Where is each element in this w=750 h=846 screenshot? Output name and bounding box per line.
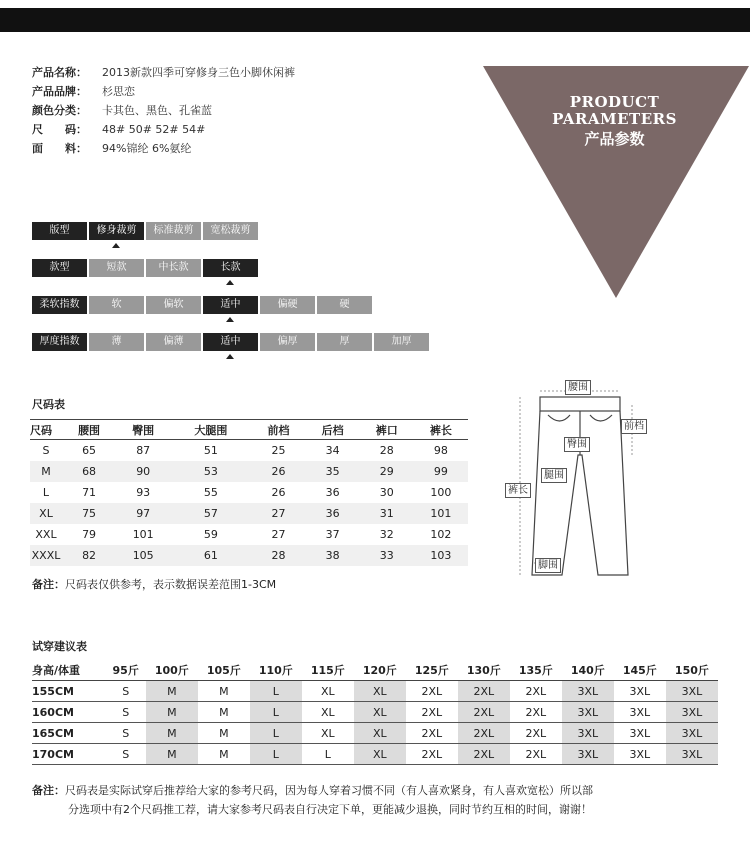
table-cell: 170CM — [32, 744, 106, 765]
table-cell: 3XL — [562, 723, 614, 744]
table-cell: XL — [354, 723, 406, 744]
header-cell: 135斤 — [510, 660, 562, 681]
table-cell: 34 — [325, 444, 340, 457]
info-row-size — [32, 120, 295, 139]
table-cell: 2XL — [458, 702, 510, 723]
table-cell: 79 — [82, 528, 97, 541]
note-label: 备注： — [32, 578, 65, 591]
table-cell: L — [42, 486, 50, 499]
table-cell: M — [146, 744, 198, 765]
fit-note-line2: 分选项中有2个尺码推工荐，请大家参考尺码表自行决定下单，更能减少退换，同时节约互相的时间，谢谢！ — [68, 803, 592, 816]
size-note — [32, 576, 276, 592]
info-row-name — [32, 63, 295, 82]
table-cell: XL — [302, 681, 354, 702]
table-cell: XL — [354, 702, 406, 723]
table-cell: 68 — [62, 461, 116, 482]
fit-table-header — [32, 660, 718, 681]
table-cell: 3XL — [614, 681, 666, 702]
attribute-option: 软 — [89, 296, 144, 314]
table-cell: XXL — [35, 528, 57, 541]
attribute-option: 偏软 — [146, 296, 201, 314]
table-cell: 35 — [306, 461, 360, 482]
table-cell: 31 — [360, 503, 414, 524]
table-cell: 51 — [203, 444, 218, 457]
header-cell: 125斤 — [406, 660, 458, 681]
fit-note-line1 — [32, 781, 593, 800]
table-cell: 3XL — [562, 744, 614, 765]
table-cell: XL — [30, 503, 62, 524]
selected-marker-icon — [112, 243, 120, 248]
header-cell: 120斤 — [354, 660, 406, 681]
table-cell: 3XL — [562, 681, 614, 702]
note-text: 尺码表仅供参考，表示数据误差范围1-3CM — [65, 578, 277, 591]
size-table — [30, 419, 468, 566]
table-cell: 99 — [414, 461, 468, 482]
table-cell: 2XL — [458, 744, 510, 765]
header-cell: 100斤 — [146, 660, 198, 681]
table-cell: 29 — [360, 461, 414, 482]
table-cell: 57 — [170, 503, 251, 524]
table-cell: 2XL — [510, 723, 562, 744]
table-cell: 3XL — [614, 744, 666, 765]
attribute-option: 长款 — [203, 259, 258, 277]
table-cell: 28 — [379, 444, 394, 457]
top-bar — [0, 8, 750, 32]
table-cell: 53 — [170, 461, 251, 482]
info-key: 颜色分类： — [32, 104, 87, 117]
table-cell: S — [106, 744, 146, 765]
attribute-label: 厚度指数 — [32, 333, 87, 351]
attribute-option: 偏薄 — [146, 333, 201, 351]
table-cell: 28 — [251, 545, 305, 566]
info-value: 94%锦纶 6%氨纶 — [102, 142, 192, 155]
attribute-option: 硬 — [317, 296, 372, 314]
table-cell: 27 — [271, 528, 286, 541]
attribute-option: 偏厚 — [260, 333, 315, 351]
table-cell: 30 — [379, 486, 394, 499]
table-cell: M — [198, 723, 250, 744]
table-cell: M — [198, 681, 250, 702]
table-cell: 3XL — [666, 681, 718, 702]
table-cell: 2XL — [406, 744, 458, 765]
info-key: 产品名称： — [32, 66, 87, 79]
table-cell: L — [250, 681, 302, 702]
header-cell: 110斤 — [250, 660, 302, 681]
table-row — [30, 545, 468, 566]
attribute-row — [32, 259, 258, 277]
table-cell: 100 — [430, 486, 452, 499]
label-hip: 臀围 — [564, 437, 590, 452]
note-text: 尺码表是实际试穿后推荐给大家的参考尺码，因为每人穿着习惯不同（有人喜欢紧身，有人喜欢宽松）所以部 — [65, 784, 593, 797]
table-cell: 87 — [136, 444, 151, 457]
info-row-fabric — [32, 139, 295, 158]
header-cell: 145斤 — [614, 660, 666, 681]
table-cell: 33 — [360, 545, 414, 566]
table-cell: S — [106, 702, 146, 723]
attribute-row — [32, 222, 258, 240]
attribute-option: 宽松裁剪 — [203, 222, 258, 240]
info-key: 面 料： — [32, 142, 87, 155]
info-row-brand — [32, 82, 295, 101]
table-cell: 101 — [132, 528, 154, 541]
size-table-header — [30, 420, 468, 440]
label-waist: 腰围 — [565, 380, 591, 395]
table-cell: 2XL — [510, 744, 562, 765]
header-cell: 大腿围 — [170, 420, 251, 440]
info-value: 杉思恋 — [102, 85, 135, 98]
fit-note — [32, 781, 593, 819]
attribute-option: 适中 — [203, 333, 258, 351]
header-cell: 105斤 — [198, 660, 250, 681]
attribute-row — [32, 333, 429, 351]
table-cell: 2XL — [406, 681, 458, 702]
table-row — [30, 440, 468, 462]
table-cell: 97 — [116, 503, 170, 524]
attribute-label: 款型 — [32, 259, 87, 277]
header-cell: 前档 — [251, 420, 305, 440]
table-cell: M — [30, 461, 62, 482]
info-row-color — [32, 101, 295, 120]
table-cell: 155CM — [32, 681, 106, 702]
table-row — [30, 482, 468, 503]
table-cell: 55 — [203, 486, 218, 499]
table-cell: 93 — [136, 486, 151, 499]
table-cell: 3XL — [614, 723, 666, 744]
attribute-row — [32, 296, 372, 314]
product-info — [32, 63, 295, 158]
table-row — [32, 744, 718, 765]
label-thigh: 腿围 — [541, 468, 567, 483]
banner-line1: PRODUCT — [569, 93, 660, 111]
header-cell: 裤口 — [360, 420, 414, 440]
table-row — [30, 503, 468, 524]
selected-marker-icon — [226, 280, 234, 285]
label-hem: 脚围 — [535, 558, 561, 573]
table-cell: 3XL — [666, 702, 718, 723]
attribute-option: 偏硬 — [260, 296, 315, 314]
table-cell: XL — [354, 744, 406, 765]
info-key: 尺 码： — [32, 123, 87, 136]
waistband — [540, 397, 620, 411]
table-cell: 25 — [271, 444, 286, 457]
table-cell: L — [250, 744, 302, 765]
banner-line3: 产品参数 — [584, 130, 645, 148]
table-cell: 65 — [82, 444, 97, 457]
attribute-option: 适中 — [203, 296, 258, 314]
table-cell: M — [146, 681, 198, 702]
header-cell: 150斤 — [666, 660, 718, 681]
table-cell: S — [106, 681, 146, 702]
table-row — [30, 524, 468, 545]
table-cell: 38 — [306, 545, 360, 566]
table-cell: 98 — [433, 444, 448, 457]
info-value: 2013新款四季可穿修身三色小脚休闲裤 — [102, 66, 295, 79]
table-cell: S — [106, 723, 146, 744]
table-cell: 3XL — [562, 702, 614, 723]
header-cell: 臀围 — [116, 420, 170, 440]
table-cell: XL — [354, 681, 406, 702]
table-cell: 3XL — [666, 723, 718, 744]
table-row — [32, 723, 718, 744]
banner-line2: PARAMETERS — [552, 110, 677, 128]
table-cell: 2XL — [458, 681, 510, 702]
attribute-label: 版型 — [32, 222, 87, 240]
table-cell: M — [198, 702, 250, 723]
table-cell: 103 — [414, 545, 468, 566]
table-cell: 3XL — [614, 702, 666, 723]
attribute-option: 厚 — [317, 333, 372, 351]
header-cell: 尺码 — [30, 420, 62, 440]
selected-marker-icon — [226, 354, 234, 359]
table-cell: 90 — [116, 461, 170, 482]
attribute-label: 柔软指数 — [32, 296, 87, 314]
fit-table — [32, 660, 718, 765]
attribute-option: 加厚 — [374, 333, 429, 351]
attribute-option: 短款 — [89, 259, 144, 277]
table-cell: 2XL — [406, 702, 458, 723]
table-cell: 26 — [251, 461, 305, 482]
table-cell: S — [42, 444, 50, 457]
selected-marker-icon — [226, 317, 234, 322]
table-cell: 2XL — [458, 723, 510, 744]
table-cell: L — [250, 702, 302, 723]
table-cell: XXXL — [30, 545, 62, 566]
table-cell: 3XL — [666, 744, 718, 765]
attribute-option: 修身裁剪 — [89, 222, 144, 240]
table-cell: 101 — [414, 503, 468, 524]
size-chart-title: 尺码表 — [32, 398, 65, 411]
table-cell: 59 — [203, 528, 218, 541]
table-cell: M — [146, 702, 198, 723]
table-cell: XL — [302, 702, 354, 723]
table-cell: 26 — [271, 486, 286, 499]
note-label: 备注： — [32, 784, 65, 797]
fit-chart-title: 试穿建议表 — [32, 640, 87, 653]
label-length: 裤长 — [505, 483, 531, 498]
header-cell: 裤长 — [414, 420, 468, 440]
attribute-option: 中长款 — [146, 259, 201, 277]
table-cell: 36 — [306, 503, 360, 524]
table-cell: 160CM — [32, 702, 106, 723]
header-cell: 身高/体重 — [32, 660, 106, 681]
table-cell: L — [250, 723, 302, 744]
header-cell: 130斤 — [458, 660, 510, 681]
table-cell: 71 — [82, 486, 97, 499]
table-cell: 105 — [116, 545, 170, 566]
header-cell: 140斤 — [562, 660, 614, 681]
info-value: 卡其色、黑色、孔雀蓝 — [102, 104, 212, 117]
table-cell: 165CM — [32, 723, 106, 744]
table-cell: 36 — [325, 486, 340, 499]
table-cell: 37 — [325, 528, 340, 541]
table-cell: M — [146, 723, 198, 744]
table-cell: 32 — [379, 528, 394, 541]
table-cell: 2XL — [510, 681, 562, 702]
header-cell: 115斤 — [302, 660, 354, 681]
info-value: 48# 50# 52# 54# — [102, 123, 206, 136]
banner-text — [483, 94, 746, 150]
header-cell: 后档 — [306, 420, 360, 440]
table-cell: 2XL — [510, 702, 562, 723]
table-cell: L — [302, 744, 354, 765]
table-cell: M — [198, 744, 250, 765]
info-key: 产品品牌： — [32, 85, 87, 98]
table-cell: 102 — [430, 528, 452, 541]
header-cell: 95斤 — [106, 660, 146, 681]
table-cell: 27 — [251, 503, 305, 524]
attribute-option: 标准裁剪 — [146, 222, 201, 240]
table-cell: 82 — [62, 545, 116, 566]
label-front-rise: 前档 — [621, 419, 647, 434]
table-cell: 75 — [62, 503, 116, 524]
table-row — [32, 702, 718, 723]
table-cell: 2XL — [406, 723, 458, 744]
table-row — [32, 681, 718, 702]
attribute-option: 薄 — [89, 333, 144, 351]
table-row — [30, 461, 468, 482]
table-cell: 61 — [170, 545, 251, 566]
header-cell: 腰围 — [62, 420, 116, 440]
table-cell: XL — [302, 723, 354, 744]
